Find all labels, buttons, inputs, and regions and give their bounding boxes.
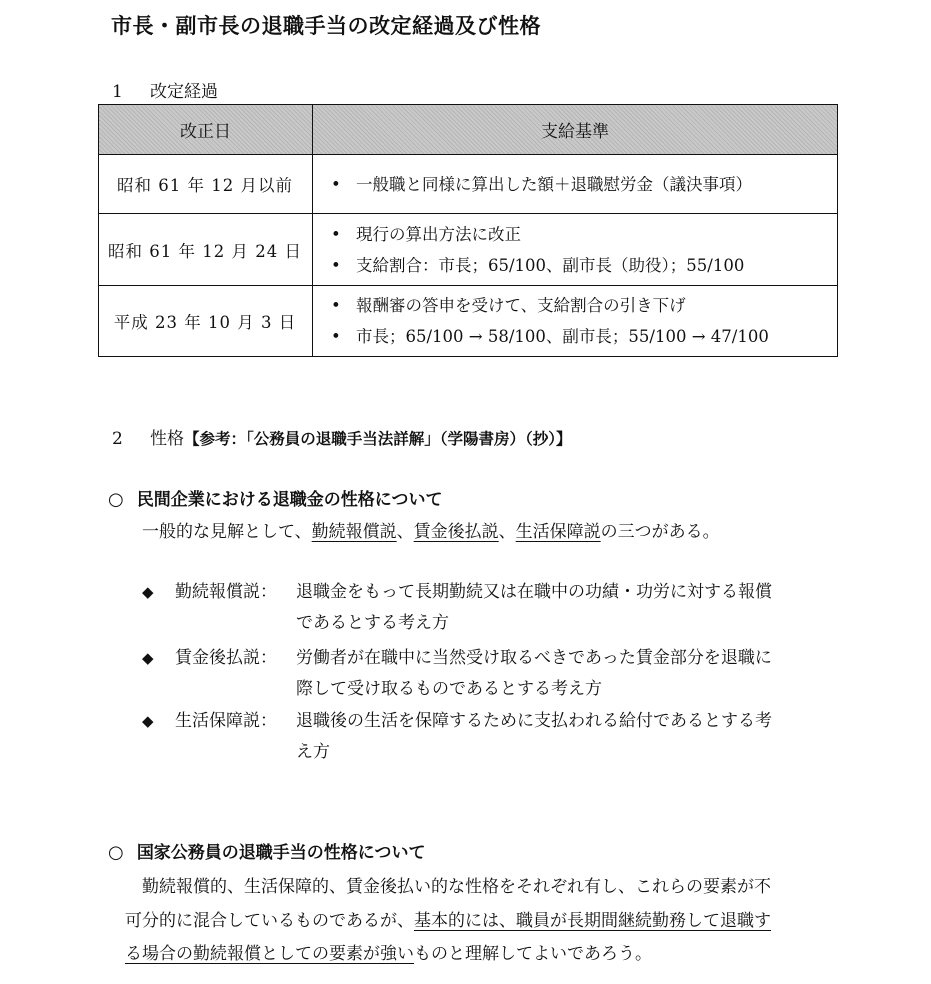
intro-text: 一般的な見解として、 <box>142 522 312 542</box>
private-heading-text: 民間企業における退職金の性格について <box>136 490 443 510</box>
diamond-icon: ◆ <box>142 712 154 730</box>
section1-title: 改定経過 <box>150 82 218 102</box>
theory-line: 退職金をもって長期勤続又は在職中の功績・功労に対する報償 <box>296 582 772 602</box>
diamond-icon: ◆ <box>142 583 154 601</box>
bullet-icon: • <box>331 296 341 315</box>
table-row <box>99 286 838 357</box>
theory-term: 生活保障説 <box>515 522 601 542</box>
reference-note: 【参考：「公務員の退職手当法詳解」（学陽書房）（抄）】 <box>184 430 572 448</box>
bullet-icon: • <box>331 327 341 346</box>
table-cell-standard <box>313 155 838 214</box>
table-row <box>99 155 838 214</box>
list-item-text: 現行の算出方法に改正 <box>356 224 521 244</box>
table-header-date: 改正日 <box>99 105 313 155</box>
circle-icon: ○ <box>108 489 124 510</box>
bullet-icon: • <box>331 224 341 244</box>
revision-history-table <box>98 104 838 357</box>
section1-number: 1 <box>112 82 123 102</box>
national-text: 可分的に混合しているものであるが、 <box>125 911 414 931</box>
national-line-1: 勤続報償的、生活保障的、賃金後払い的な性格をそれぞれ有し、これらの要素が不 <box>142 877 771 897</box>
list-item <box>331 219 837 250</box>
national-line-3 <box>125 939 652 964</box>
theory-description <box>296 643 816 705</box>
theory-name: 勤続報償説： <box>175 582 277 602</box>
list-item-text: 一般職と同様に算出した額＋退職慰労金（議決事項） <box>356 174 752 194</box>
list-item <box>331 321 837 352</box>
table-cell-standard <box>313 286 838 357</box>
theory-term: 勤続報償説 <box>311 522 397 542</box>
table-header-standard: 支給基準 <box>313 105 838 155</box>
section1-heading <box>112 77 218 102</box>
page-title: 市長・副市長の退職手当の改定経過及び性格 <box>111 14 541 38</box>
section2-heading <box>112 424 572 449</box>
diamond-icon: ◆ <box>142 649 154 667</box>
theory-description <box>296 706 816 768</box>
theory-name: 生活保障説： <box>175 711 277 731</box>
table-header-row <box>99 105 838 155</box>
national-heading-text: 国家公務員の退職手当の性格について <box>136 843 426 863</box>
section2-title: 性格 <box>150 429 184 449</box>
circle-icon: ○ <box>108 842 124 863</box>
theory-line: 退職後の生活を保障するために支払われる給付であるとする考 <box>296 711 772 731</box>
private-intro <box>142 517 720 542</box>
table-cell-date: 平成 23 年 10 月 3 日 <box>99 286 313 357</box>
list-item-text: 支給割合：市長；65/100、副市長（助役）；55/100 <box>356 255 745 275</box>
list-item-text: 報酬審の答申を受けて、支給割合の引き下げ <box>356 296 686 315</box>
theory-name: 賃金後払説： <box>175 648 277 668</box>
list-item <box>331 290 837 321</box>
list-item <box>331 169 837 200</box>
national-emphasis: る場合の勤続報償としての要素が強い <box>125 944 414 964</box>
list-item-text: 市長；65/100 → 58/100、副市長；55/100 → 47/100 <box>356 327 769 346</box>
theory-line: え方 <box>296 742 330 762</box>
national-line-2 <box>125 906 771 931</box>
private-sector-heading <box>108 485 442 510</box>
table-cell-date: 昭和 61 年 12 月 24 日 <box>99 214 313 286</box>
intro-text: 、 <box>396 522 414 542</box>
theory-line: 労働者が在職中に当然受け取るべきであった賃金部分を退職に <box>296 648 772 668</box>
intro-text: の三つがある。 <box>600 522 720 542</box>
theory-line: であるとする考え方 <box>296 613 449 633</box>
list-item <box>331 250 837 281</box>
table-cell-date: 昭和 61 年 12 月以前 <box>99 155 313 214</box>
theory-line: 際して受け取るものであるとする考え方 <box>296 679 602 699</box>
section2-number: 2 <box>112 429 123 449</box>
table-row <box>99 214 838 286</box>
theory-term: 賃金後払説 <box>413 522 499 542</box>
national-emphasis: 基本的には、職員が長期間継続勤務して退職す <box>414 911 771 931</box>
theory-description <box>296 577 816 639</box>
intro-text: 、 <box>498 522 516 542</box>
table-cell-standard <box>313 214 838 286</box>
bullet-icon: • <box>331 255 341 275</box>
national-text: ものと理解してよいであろう。 <box>414 944 652 964</box>
national-heading <box>108 838 425 863</box>
bullet-icon: • <box>331 174 341 194</box>
